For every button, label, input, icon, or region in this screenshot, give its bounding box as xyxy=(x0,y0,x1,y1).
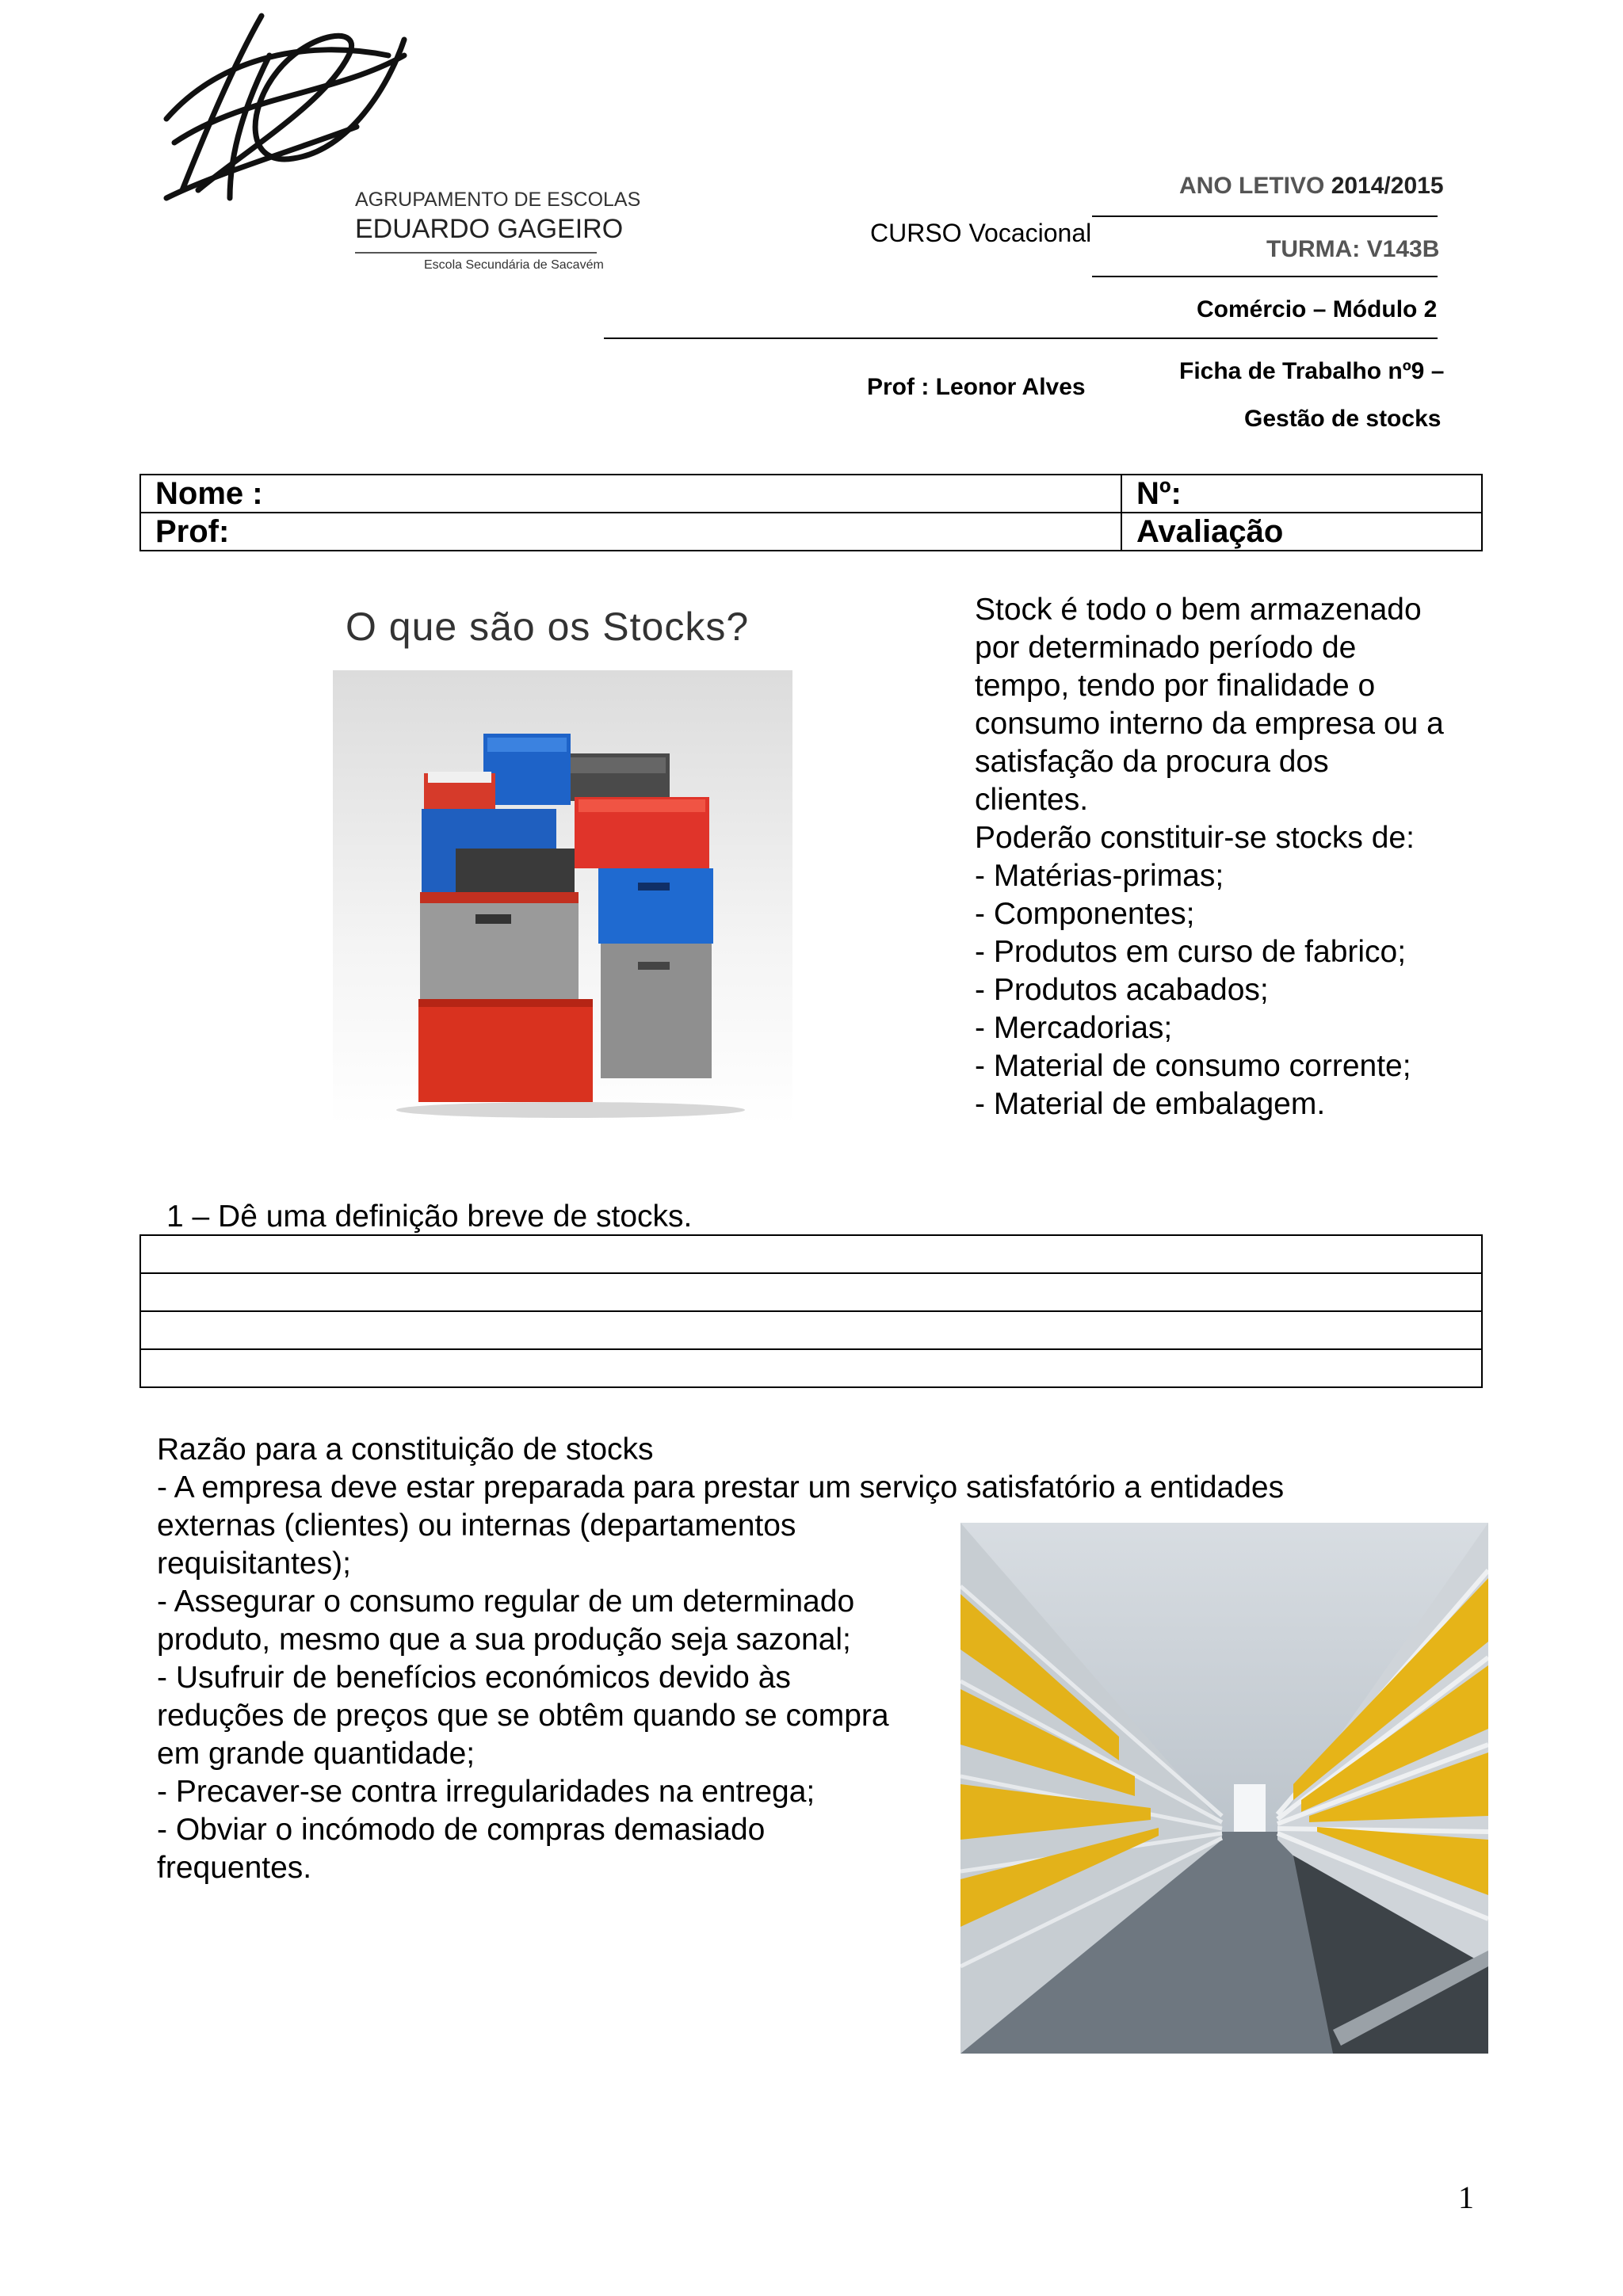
reason-line: em grande quantidade; xyxy=(157,1737,475,1771)
ficha-title-line1: Ficha de Trabalho nº9 – xyxy=(1179,358,1445,384)
definition-line: - Produtos acabados; xyxy=(975,973,1269,1007)
definition-line: Stock é todo o bem armazenado xyxy=(975,593,1422,627)
nome-field[interactable] xyxy=(140,475,1121,513)
modulo-label: Comércio – Módulo 2 xyxy=(1197,296,1438,322)
nome-label: Nome : xyxy=(155,476,263,511)
answer-line[interactable] xyxy=(139,1348,1483,1388)
definition-line: Poderão constituir-se stocks de: xyxy=(975,821,1415,855)
definition-line: - Mercadorias; xyxy=(975,1011,1173,1045)
reason-line: - Usufruir de benefícios económicos devido às xyxy=(157,1661,791,1695)
header-rule-1 xyxy=(1092,215,1438,217)
definition-line: tempo, tendo por finalidade o xyxy=(975,669,1376,703)
avaliacao-field[interactable] xyxy=(1121,513,1482,551)
school-divider xyxy=(355,252,597,254)
reason-line: requisitantes); xyxy=(157,1547,351,1581)
prof-label: Prof: xyxy=(155,514,230,549)
header-rule-2 xyxy=(1092,276,1438,277)
reason-line: produto, mesmo que a sua produção seja sazonal; xyxy=(157,1623,851,1657)
reason-line: - Assegurar o consumo regular de um determinado xyxy=(157,1585,855,1619)
stocks-image-caption: O que são os Stocks? xyxy=(346,605,750,649)
reasons-title: Razão para a constituição de stocks xyxy=(157,1432,654,1466)
school-name-line1: AGRUPAMENTO DE ESCOLAS xyxy=(355,189,641,211)
school-logo-signature xyxy=(151,8,420,214)
answer-line[interactable] xyxy=(139,1272,1483,1310)
definition-line: consumo interno da empresa ou a xyxy=(975,707,1444,741)
definition-line: - Material de embalagem. xyxy=(975,1087,1326,1121)
student-info-table xyxy=(139,474,1483,551)
ano-letivo xyxy=(1179,173,1444,200)
ano-letivo-label: ANO LETIVO xyxy=(1179,173,1331,199)
reason-line: - Obviar o incómodo de compras demasiado xyxy=(157,1813,766,1847)
reason-line: frequentes. xyxy=(157,1851,312,1885)
numero-field[interactable] xyxy=(1121,475,1482,513)
answer-line[interactable] xyxy=(139,1310,1483,1348)
reason-line: externas (clientes) ou internas (departamentos xyxy=(157,1508,796,1543)
definition-line: - Matérias-primas; xyxy=(975,859,1224,893)
question-1: 1 – Dê uma definição breve de stocks. xyxy=(166,1199,693,1234)
turma-label: TURMA: V143B xyxy=(1266,236,1440,262)
reason-line: reduções de preços que se obtêm quando se compra xyxy=(157,1699,889,1733)
definition-line: clientes. xyxy=(975,783,1089,817)
reason-line: - A empresa deve estar preparada para prestar um serviço satisfatório a entidades xyxy=(157,1470,1285,1505)
warehouse-shelves-image xyxy=(960,1523,1488,2054)
definition-line: - Componentes; xyxy=(975,897,1195,931)
ano-letivo-value: 2014/2015 xyxy=(1331,173,1444,199)
stock-definition-text xyxy=(975,591,1482,1123)
school-name-line3: Escola Secundária de Sacavém xyxy=(424,258,604,272)
definition-line: por determinado período de xyxy=(975,631,1357,665)
definition-line: - Produtos em curso de fabrico; xyxy=(975,935,1407,969)
definition-line: - Material de consumo corrente; xyxy=(975,1049,1411,1083)
answer-lines xyxy=(139,1234,1483,1388)
ficha-title-line2: Gestão de stocks xyxy=(1244,406,1442,432)
page-number: 1 xyxy=(1458,2180,1474,2215)
header-rule-3 xyxy=(604,338,1438,339)
answer-line[interactable] xyxy=(139,1234,1483,1272)
avaliacao-label: Avaliação xyxy=(1136,514,1284,549)
school-name-line2: EDUARDO GAGEIRO xyxy=(355,214,624,244)
curso-label: CURSO Vocacional xyxy=(870,219,1092,247)
prof-field[interactable] xyxy=(140,513,1121,551)
stacked-crates-image xyxy=(333,670,792,1125)
prof-name: Prof : Leonor Alves xyxy=(867,374,1086,400)
numero-label: Nº: xyxy=(1136,476,1182,511)
definition-line: satisfação da procura dos xyxy=(975,745,1329,779)
reason-line: - Precaver-se contra irregularidades na entrega; xyxy=(157,1775,815,1809)
